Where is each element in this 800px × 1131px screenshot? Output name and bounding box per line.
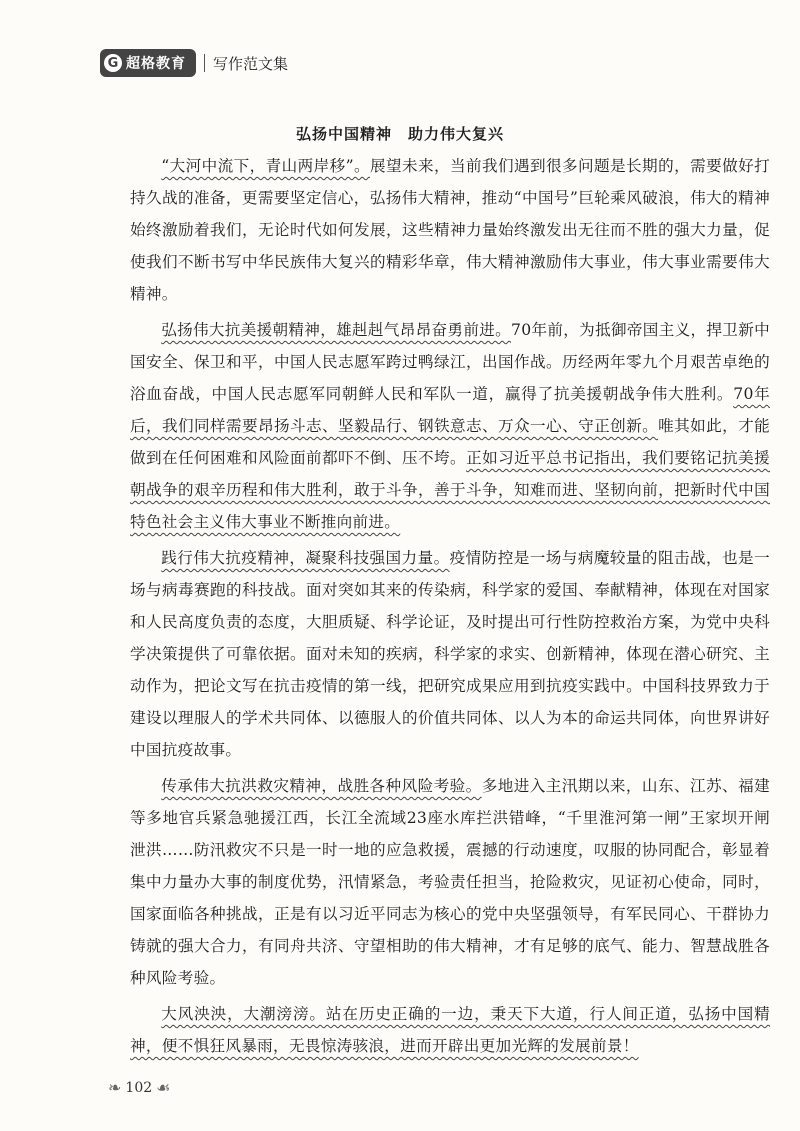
- ornament-left-icon: ❧: [108, 1078, 122, 1097]
- paragraph-text: 70年前，为抵御帝国主义，捍卫新中国安全、保卫和平，中国人民志愿军跨过鸭绿江，出国作战。历经两年零九个月艰苦卓绝的浴血奋战，中国人民志愿军同朝鲜人民和军队一道，赢得了抗美援朝战争伟大胜利。: [130, 321, 770, 403]
- paragraph-2: [130, 314, 770, 538]
- paragraph-text: 疫情防控是一场与病魔较量的阻击战，也是一场与病毒赛跑的科技战。面对突如其来的传染病，科学家的爱国、奉献精神，体现在对国家和人民高度负责的态度，大胆质疑、科学论证，及时提出可行性防控救治方案，为党中央科学决策提供了可靠依据。面对未知的疾病，科学家的求实、创新精神，体现在潜心研究、主动作为，把论文写在抗击疫情的第一线，把研究成果应用到抗疫实践中。中国科技界致力于建设以理服人的学术共同体、以德服人的价值共同体、以人为本的命运共同体，向世界讲好中国抗疫故事。: [130, 549, 770, 759]
- logo-g-icon: G: [104, 54, 122, 72]
- article-title: 弘扬中国精神 助力伟大复兴: [295, 125, 504, 143]
- underlined-lead: 弘扬伟大抗美援朝精神，雄赳赳气昂昂奋勇前进。: [161, 321, 512, 339]
- logo-text: 超格教育: [126, 56, 186, 72]
- paragraph-1: [130, 150, 770, 310]
- paragraph-text: 多地进入主汛期以来，山东、江苏、福建等多地官兵紧急驰援江西，长江全流域23座水库拦洪错峰，“千里淮河第一闸”王家坝开闸泄洪……防汛救灾不只是一时一地的应急救援，震撼的行动速度，叹服的协同配合，彰显着集中力量办大事的制度优势，汛情紧急，考验责任担当，抢险救灾，见证初心使命，同时，国家面临各种挑战，正是有以习近平同志为核心的党中央坚强领导，有军民同心、干群协力铸就的强大合力，有同舟共济、守望相助的伟大精神，才有足够的底气、能力、智慧战胜各种风险考验。: [130, 777, 770, 987]
- underlined-lead: “大河中流下，青山两岸移”。: [161, 157, 370, 175]
- paragraph-4: [130, 770, 770, 994]
- underlined-lead: 传承伟大抗洪救灾精神，战胜各种风险考验。: [161, 777, 482, 795]
- paragraph-3: [130, 542, 770, 766]
- header-divider: [204, 54, 205, 72]
- paragraph-text-2: 唯其如此，才能做到在任何困难和风险面前都吓不倒、压不垮。: [130, 417, 770, 467]
- article-body: [130, 150, 770, 1066]
- page-number: 102: [125, 1079, 153, 1096]
- section-title: 写作范文集: [213, 54, 289, 73]
- underlined-tail: 正如习近平总书记指出，我们要铭记抗美援朝战争的艰辛历程和伟大胜利，敢于斗争，善于斗争，知难而进、坚韧向前，把新时代中国特色社会主义伟大事业不断推向前进。: [130, 449, 770, 531]
- underlined-mid: 70年后，我们同样需要昂扬斗志、坚毅品行、钢铁意志、万众一心、守正创新。: [130, 385, 770, 435]
- underlined-lead: 大风泱泱，大潮滂滂。站在历史正确的一边，秉天下大道，行人间正道，弘扬中国精神，便不惧狂风暴雨，无畏惊涛骇浪，进而开辟出更加光辉的发展前景！: [130, 1005, 770, 1055]
- page-header: [100, 49, 288, 77]
- paragraph-text: 展望未来，当前我们遇到很多问题是长期的，需要做好打持久战的准备，更需要坚定信心，弘扬伟大精神，推动“中国号”巨轮乘风破浪，伟大的精神始终激励着我们，无论时代如何发展，这些精神力量始终激发出无往而不胜的强大力量，促使我们不断书写中华民族伟大复兴的精彩华章，伟大精神激励伟大事业，伟大事业需要伟大精神。: [130, 157, 770, 303]
- page-footer: [104, 1078, 174, 1097]
- paragraph-5: [130, 998, 770, 1062]
- underlined-lead: 践行伟大抗疫精神，凝聚科技强国力量。: [161, 549, 450, 567]
- brand-logo: [100, 49, 196, 77]
- ornament-right-icon: ☙: [156, 1078, 171, 1097]
